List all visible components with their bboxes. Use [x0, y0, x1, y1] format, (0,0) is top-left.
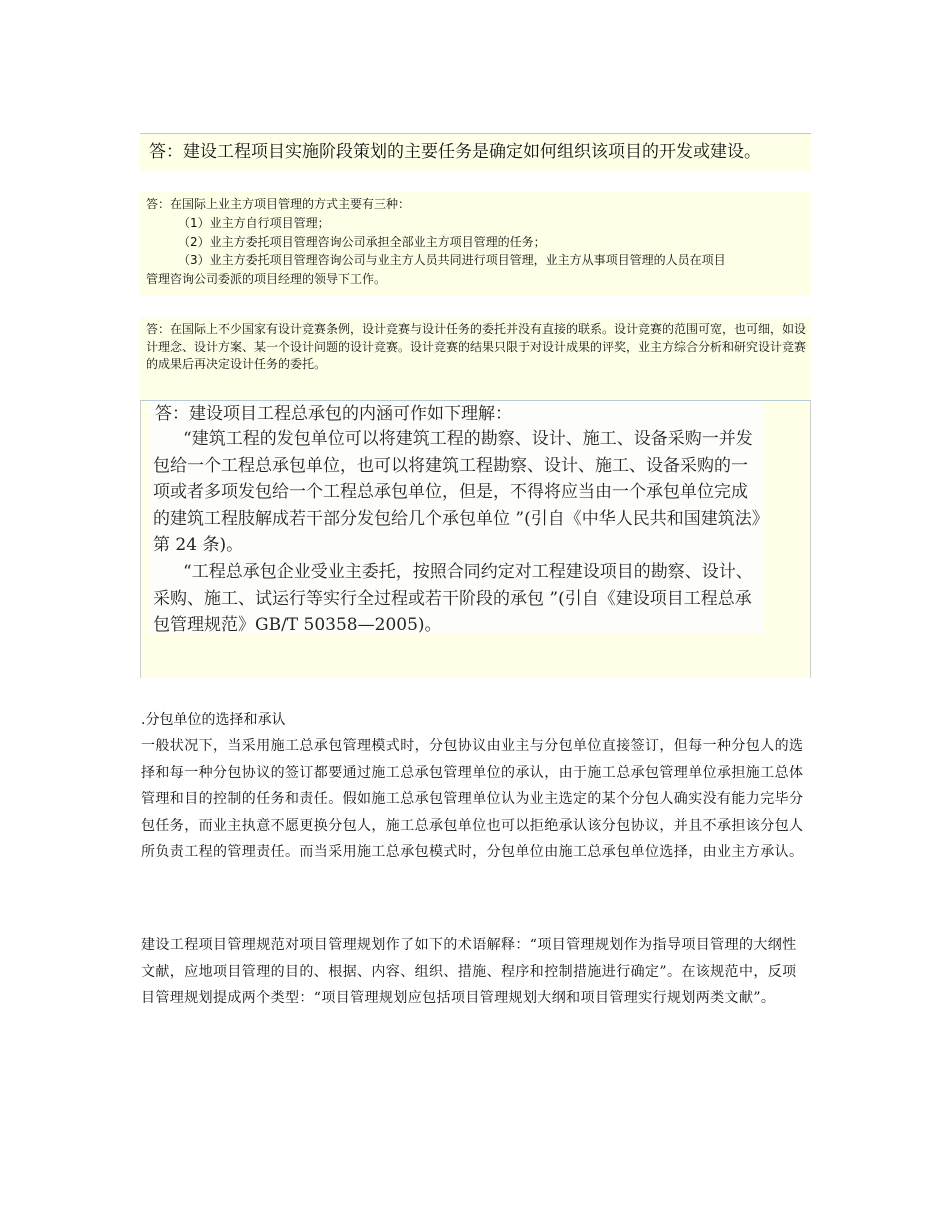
answer-2-item-3: （3）业主方委托项目管理咨询公司与业主方人员共同进行项目管理，业主方从事项目管理的人员在项目: [178, 253, 726, 267]
section-paragraph-1: 一般状况下，当采用施工总承包管理模式时，分包协议由业主与分包单位直接签订，但每一种分包人的选择和每一种分包协议的签订都要通过施工总承包管理单位的承认，由于施工总承包管理单位承担施工总体管理和目的控制的任务和责任。假如施工总承包管理单位认为业主选定的某个分包人确实没有能力完毕分包任务，而业主执意不愿更换分包人，施工总承包单位也可以拒绝承认该分包协议，并且不承担该分包人所负责工程的管理责任。而当采用施工总承包模式时，分包单位由施工总承包单位选择，由业主方承认。: [141, 738, 804, 860]
answer-4-quote-2: “工程总承包企业受业主委托，按照合同约定对工程建设项目的勘察、设计、采购、施工、试运行等实行全过程或若干阶段的承包 ”(引自《建设项目工程总承包管理规范》GB/T 50358—2005)。: [153, 562, 753, 635]
answer-3-text: 答：在国际上不少国家有设计竞赛条例，设计竞赛与设计任务的委托并没有直接的联系。设计竞赛的范围可宽，也可细，如设计理念、设计方案、某一个设计问题的设计竞赛。设计竞赛的结果只限于对设计成果的评奖，业主方综合分析和研究设计竞赛的成果后再决定设计任务的委托。: [146, 322, 807, 371]
answer-box-4: [140, 401, 811, 678]
answer-box-1: [140, 133, 811, 171]
answer-2-item-3-cont: 管理咨询公司委派的项目经理的领导下工作。: [146, 271, 387, 286]
answer-4-heading: 答：建设项目工程总承包的内涵可作如下理解：: [155, 404, 512, 424]
answer-box-2: [140, 192, 811, 296]
answer-2-item-1: （1）业主方自行项目管理；: [178, 216, 330, 230]
section-paragraph-2: 建设工程项目管理规范对项目管理规划作了如下的术语解释：“项目管理规划作为指导项目管理的大纲性文献，应地项目管理的目的、根据、内容、组织、措施、程序和控制措施进行确定”。在该规范中，反项目管理规划提成两个类型：“项目管理规划应包括项目管理规划大纲和项目管理实行规划两类文献”。: [141, 937, 797, 1006]
answer-box-3: [140, 317, 811, 401]
answer-1-text: 答：建设工程项目实施阶段策划的主要任务是确定如何组织该项目的开发或建设。: [149, 142, 761, 162]
answer-4-scan: [149, 401, 763, 633]
answer-4-quote-1: “建筑工程的发包单位可以将建筑工程的勘察、设计、施工、设备采购一并发包给一个工程总承包单位，也可以将建筑工程勘察、设计、施工、设备采购的一项或者多项发包给一个工程总承包单位，但是，不得将应当由一个承包单位完成的建筑工程肢解成若干部分发包给几个承包单位 ”(引自《中华人民共和国建筑法》第 24 条)。: [153, 429, 761, 555]
answer-2-item-2: （2）业主方委托项目管理咨询公司承担全部业主方项目管理的任务；: [178, 234, 546, 249]
section-heading: .分包单位的选择和承认: [141, 712, 286, 728]
answer-2-intro: 答：在国际上业主方项目管理的方式主要有三种：: [146, 197, 411, 211]
